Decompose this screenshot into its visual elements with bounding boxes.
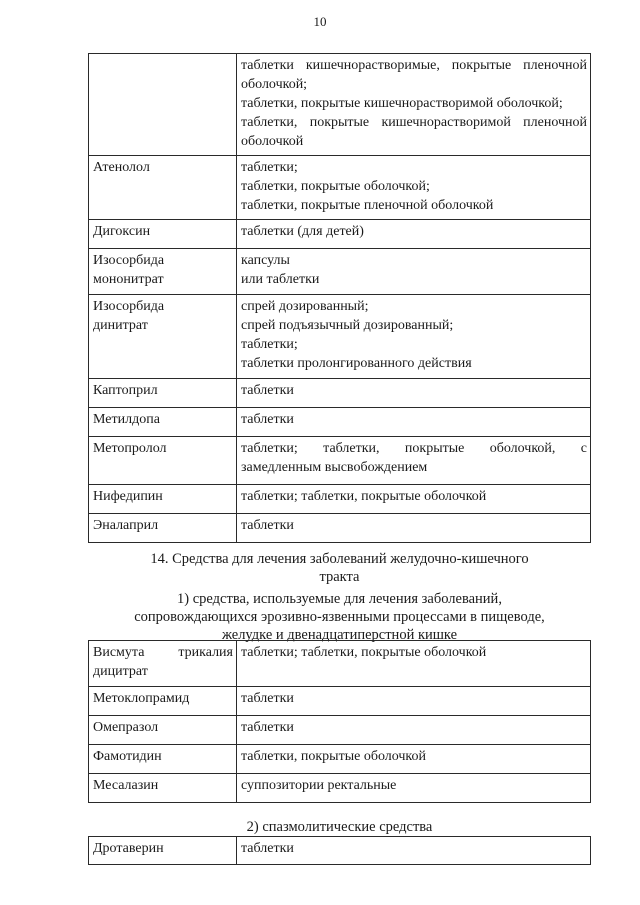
dosage-forms-cell xyxy=(237,716,591,745)
table-row xyxy=(89,220,591,249)
form-line: таблетки, покрытые кишечнорастворимой пленочной xyxy=(241,115,587,130)
form-line: таблетки; xyxy=(241,160,298,175)
table-row xyxy=(89,745,591,774)
form-line: таблетки (для детей) xyxy=(241,224,364,239)
drug-table-antispasmodic xyxy=(88,836,591,865)
dosage-forms-cell xyxy=(237,437,591,485)
drug-name: Метоклопрамид xyxy=(93,691,190,706)
drug-name-cell xyxy=(89,295,237,379)
table-row xyxy=(89,641,591,687)
subsection-title-line: сопровождающихся эрозивно-язвенными процессами в пищеводе, xyxy=(134,609,545,625)
form-line: капсулы xyxy=(241,253,290,268)
form-line: таблетки, покрытые пленочной оболочкой xyxy=(241,198,494,213)
form-line: таблетки; таблетки, покрытые оболочкой xyxy=(241,489,487,504)
table-row xyxy=(89,687,591,716)
drug-name-cell xyxy=(89,249,237,295)
drug-name: Метилдопа xyxy=(93,412,160,427)
drug-name: Висмута трикалия xyxy=(93,645,233,660)
dosage-forms-cell xyxy=(237,514,591,543)
drug-name-cell xyxy=(89,437,237,485)
table-row xyxy=(89,54,591,156)
dosage-forms-cell xyxy=(237,249,591,295)
form-line: таблетки xyxy=(241,720,294,735)
table-row xyxy=(89,485,591,514)
form-line: таблетки xyxy=(241,518,294,533)
form-line: таблетки xyxy=(241,691,294,706)
dosage-forms-cell xyxy=(237,687,591,716)
drug-name: Фамотидин xyxy=(93,749,162,764)
subsection-1-title xyxy=(88,590,591,644)
drug-name-cell xyxy=(89,220,237,249)
drug-name: Месалазин xyxy=(93,778,159,793)
form-line: таблетки xyxy=(241,841,294,856)
drug-name: Атенолол xyxy=(93,160,150,175)
table-row xyxy=(89,437,591,485)
table-row xyxy=(89,156,591,220)
form-line: таблетки; xyxy=(241,337,298,352)
dosage-forms-cell xyxy=(237,774,591,803)
form-line: замедленным высвобождением xyxy=(241,460,428,475)
drug-name: Нифедипин xyxy=(93,489,163,504)
form-line: или таблетки xyxy=(241,272,320,287)
drug-name: Изосорбида xyxy=(93,253,165,268)
section-title-line: тракта xyxy=(319,569,360,585)
drug-name-cell xyxy=(89,641,237,687)
table-row xyxy=(89,408,591,437)
subsection-title-line: 2) спазмолитические средства xyxy=(246,819,433,835)
dosage-forms-cell xyxy=(237,641,591,687)
section-title-line: 14. Средства для лечения заболеваний желудочно-кишечного xyxy=(150,551,529,567)
form-line: таблетки кишечнорастворимые, покрытые пленочной xyxy=(241,58,587,73)
form-line: таблетки, покрытые оболочкой xyxy=(241,749,427,764)
form-line: таблетки xyxy=(241,412,294,427)
form-line: таблетки, покрытые кишечнорастворимой оболочкой; xyxy=(241,96,563,111)
drug-name: Эналаприл xyxy=(93,518,159,533)
form-line: оболочкой; xyxy=(241,77,308,92)
form-line: суппозитории ректальные xyxy=(241,778,397,793)
table-row xyxy=(89,774,591,803)
drug-name: мононитрат xyxy=(93,272,164,287)
drug-name-cell xyxy=(89,837,237,865)
dosage-forms-cell xyxy=(237,295,591,379)
drug-name: Каптоприл xyxy=(93,383,158,398)
drug-name-cell xyxy=(89,485,237,514)
subsection-title-line: 1) средства, используемые для лечения заболеваний, xyxy=(177,591,502,607)
form-line: оболочкой xyxy=(241,134,304,149)
drug-name: Изосорбида xyxy=(93,299,165,314)
drug-name: динитрат xyxy=(93,318,148,333)
table-row xyxy=(89,837,591,865)
drug-name-cell xyxy=(89,716,237,745)
drug-name-cell xyxy=(89,156,237,220)
table-row xyxy=(89,379,591,408)
dosage-forms-cell xyxy=(237,156,591,220)
subsection-title-line: желудке и двенадцатиперстной кишке xyxy=(221,627,458,643)
table-row xyxy=(89,716,591,745)
drug-name: Дигоксин xyxy=(93,224,151,239)
dosage-forms-cell xyxy=(237,379,591,408)
drug-name-cell xyxy=(89,514,237,543)
drug-name: Метопролол xyxy=(93,441,167,456)
subsection-2-title xyxy=(88,818,591,836)
drug-table-gastro xyxy=(88,640,591,803)
drug-table-cardio xyxy=(88,53,591,543)
table-row xyxy=(89,295,591,379)
page-number: 10 xyxy=(313,14,327,29)
form-line: таблетки xyxy=(241,383,294,398)
form-line: спрей подъязычный дозированный; xyxy=(241,318,454,333)
form-line: таблетки; таблетки, покрытые оболочкой, с xyxy=(241,441,587,456)
form-line: спрей дозированный; xyxy=(241,299,369,314)
dosage-forms-cell xyxy=(237,745,591,774)
table-row xyxy=(89,249,591,295)
dosage-forms-cell xyxy=(237,220,591,249)
dosage-forms-cell xyxy=(237,408,591,437)
dosage-forms-cell xyxy=(237,837,591,865)
drug-name-cell xyxy=(89,774,237,803)
form-line: таблетки; таблетки, покрытые оболочкой xyxy=(241,645,487,660)
drug-name: Омепразол xyxy=(93,720,159,735)
drug-name: дицитрат xyxy=(93,664,148,679)
drug-name-cell xyxy=(89,54,237,156)
section-14-title xyxy=(88,550,591,586)
dosage-forms-cell xyxy=(237,54,591,156)
drug-name-cell xyxy=(89,687,237,716)
form-line: таблетки, покрытые оболочкой; xyxy=(241,179,430,194)
form-line: таблетки пролонгированного действия xyxy=(241,356,472,371)
drug-name-cell xyxy=(89,408,237,437)
drug-name-cell xyxy=(89,745,237,774)
table-row xyxy=(89,514,591,543)
drug-name-cell xyxy=(89,379,237,408)
drug-name: Дротаверин xyxy=(93,841,164,856)
dosage-forms-cell xyxy=(237,485,591,514)
